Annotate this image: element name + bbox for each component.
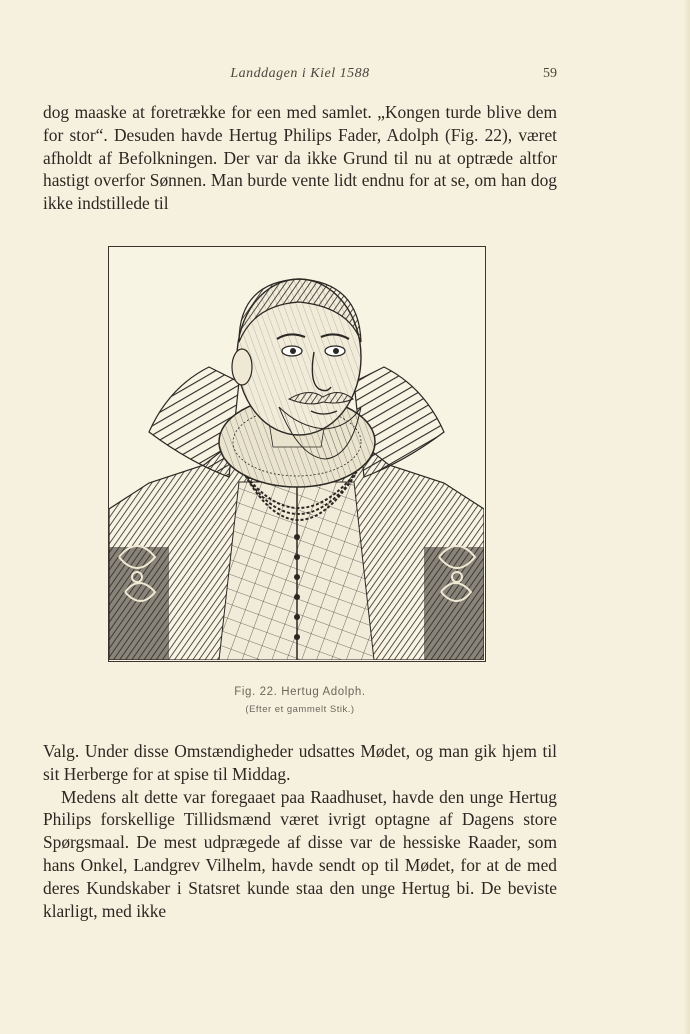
running-title: Landdagen i Kiel 1588: [230, 66, 370, 81]
body-text-bottom: [43, 740, 557, 922]
body-text-top: [43, 101, 557, 215]
figure-subcaption: (Efter et gammelt Stik.): [245, 704, 355, 715]
figure-caption: Fig. 22. Hertug Adolph.: [234, 686, 366, 698]
paragraph-medens: Medens alt dette var foregaaet paa Raadhuset, havde den unge Hertug Philips forskellige Tillidsmænd været ivrigt optagne af Dagens store Spørgsmaal. De mest udprægede af disse var de hessiske Raader, som hans Onkel, Landgrev Vilhelm, havde sendt op til Mødet, for at de med deres Kundskaber i Statsret kunde staa den unge Hertug bi. De beviste klarligt, med ikke: [43, 786, 557, 921]
running-head: [43, 66, 557, 84]
page-number: 59: [543, 66, 557, 81]
figure-portrait: [108, 246, 486, 662]
paragraph-continuation: dog maaske at foretrække for een med samlet. „Kongen turde blive dem for stor“. Desuden havde Hertug Philips Fader, Adolph (Fig. 22), været afholdt af Befolkningen. Der var da ikke Grund til nu at optræde altfor hastigt overfor Sønnen. Man burde vente lidt endnu for at se, om han dog ikke indstillede til: [43, 102, 557, 214]
page-edge: [684, 0, 690, 1034]
portrait-engraving: [109, 247, 484, 660]
paragraph-valg: Valg. Under disse Omstændigheder udsattes Mødet, og man gik hjem til sit Herberge for at spise til Middag.: [43, 741, 557, 784]
